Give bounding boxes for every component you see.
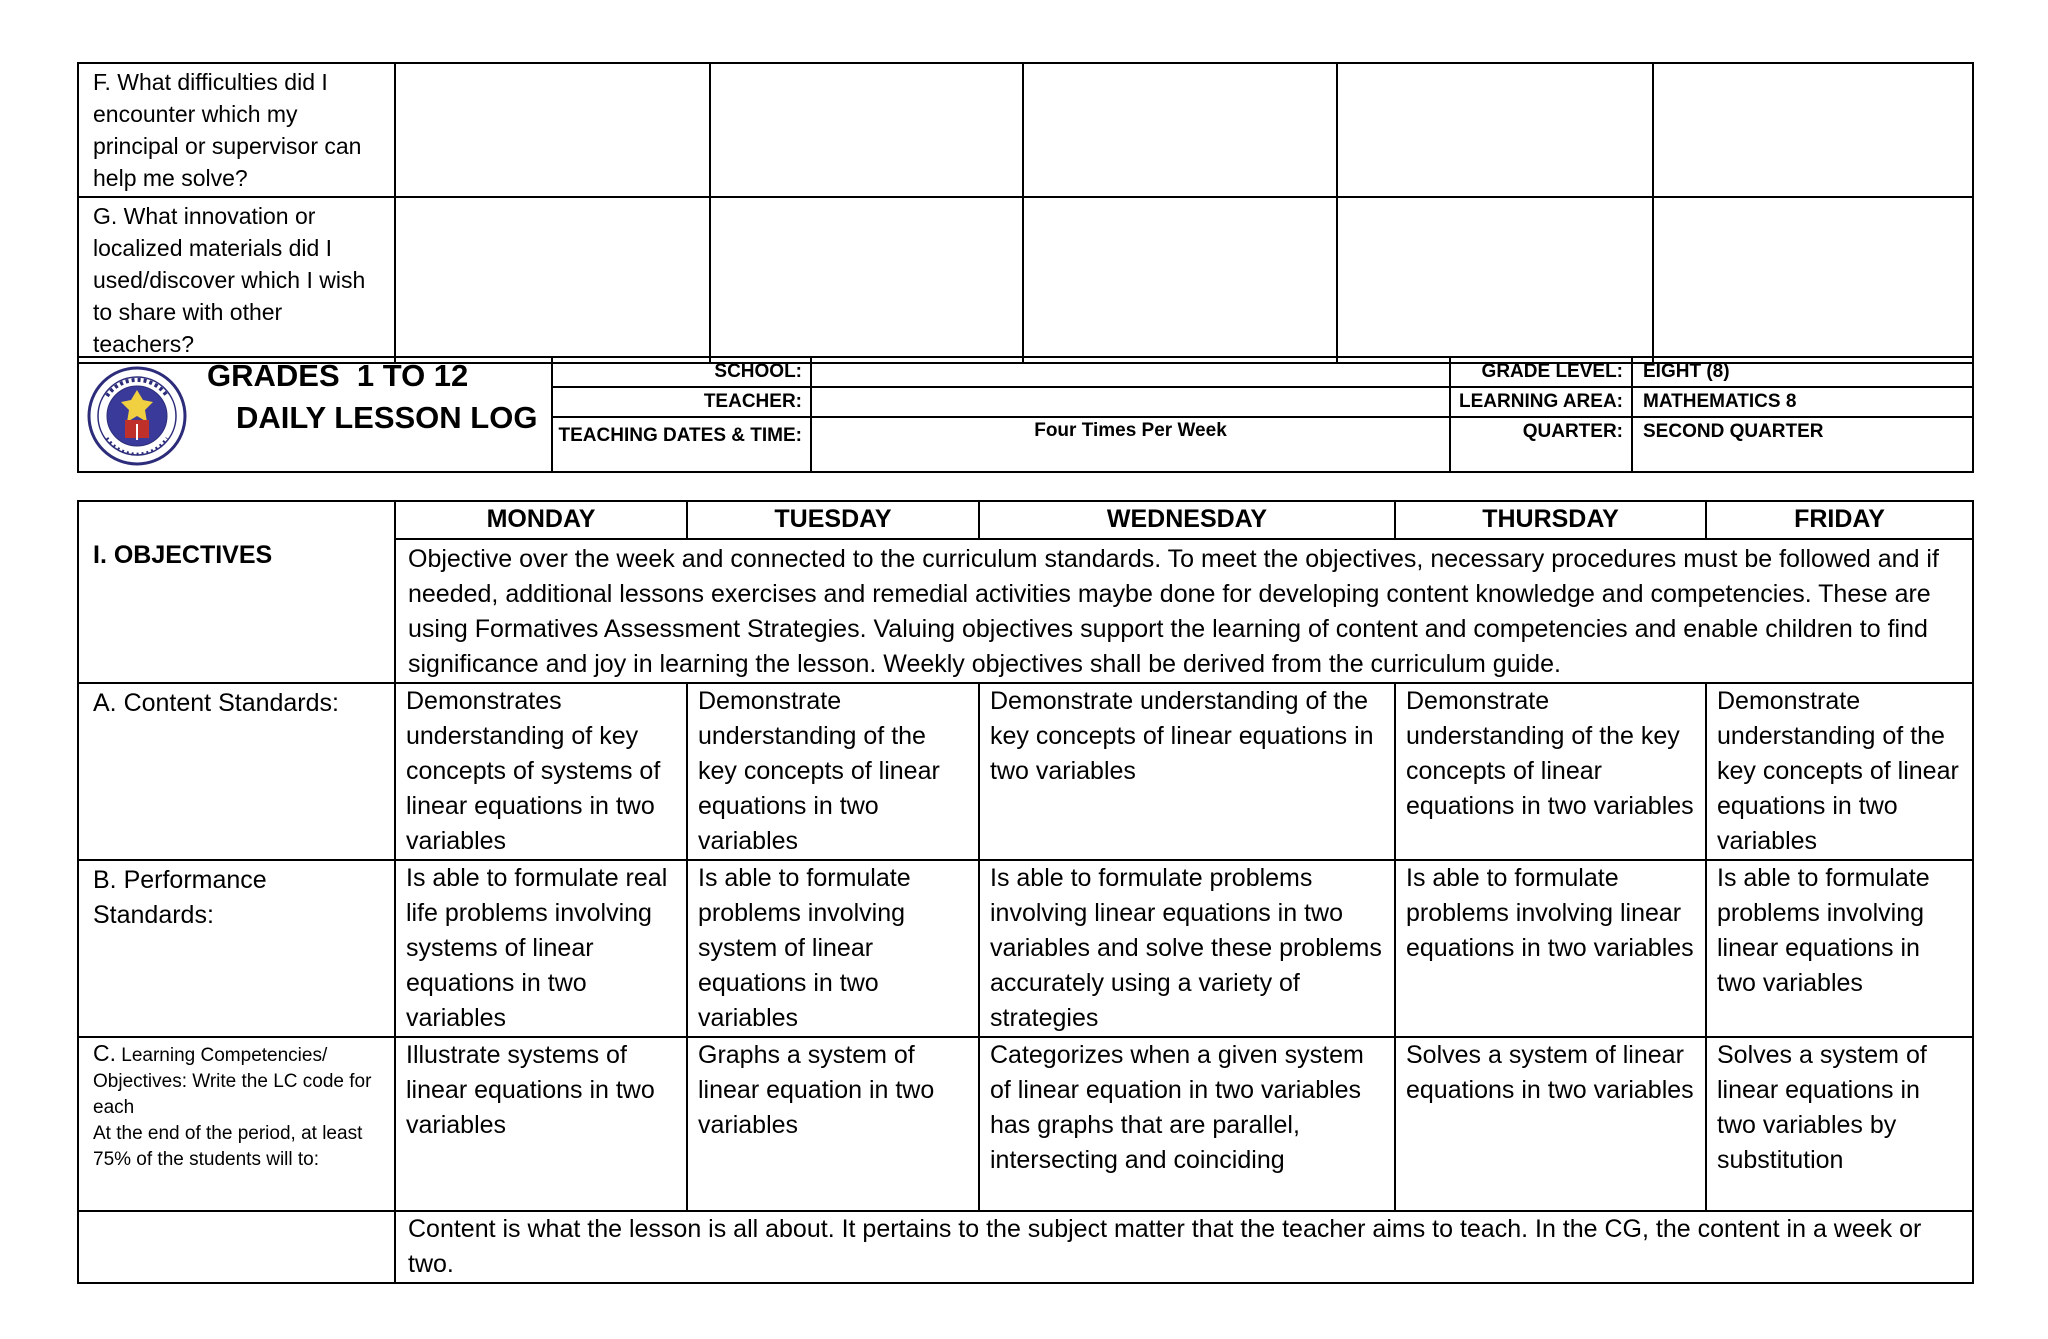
performance-standards-tuesday: Is able to formulate problems involving system of linear equations in two variables (687, 860, 979, 1037)
reflection-cell (1653, 63, 1973, 197)
objectives-note: Objective over the week and connected to the curriculum standards. To meet the objectives, necessary procedures must be followed and if needed, additional lessons exercises and remedial activities maybe done for developing content knowledge and competencies. These are using Formatives Assessment Strategies. Valuing objectives support the learning of content and competencies and enable children to find significance and joy in learning the lesson. Weekly objectives shall be derived from the curriculum guide. (395, 539, 1973, 683)
learning-area-label: LEARNING AREA: (1450, 387, 1632, 417)
learning-competencies-target: At the end of the period, at least 75% of the students will to: (93, 1123, 363, 1170)
competencies-friday: Solves a system of linear equations in two variables by substitution (1706, 1037, 1973, 1211)
content-standards-tuesday: Demonstrate understanding of the key concepts of linear equations in two variables (687, 683, 979, 860)
teaching-dates-label: TEACHING DATES & TIME: (552, 417, 811, 472)
reflection-cell (1337, 63, 1653, 197)
learning-competencies-heading: C. Learning Competencies/ (93, 1040, 328, 1066)
performance-standards-wednesday: Is able to formulate problems involving linear equations in two variables and solve these problems accurately using a variety of strategies (979, 860, 1395, 1037)
reflection-cell (710, 63, 1023, 197)
day-header-tuesday: TUESDAY (687, 501, 979, 539)
reflection-table (77, 62, 1974, 364)
competencies-monday: Illustrate systems of linear equations in two variables (395, 1037, 687, 1211)
reflection-cell (1337, 197, 1653, 363)
reflection-row-f (78, 63, 1973, 197)
reflection-question-g: G. What innovation or localized materials did I used/discover which I wish to share with other teachers? (78, 197, 395, 363)
reflection-cell (395, 197, 710, 363)
performance-standards-row (78, 860, 1973, 1037)
dll-title-line1: GRADES 1 TO 12 (207, 358, 469, 393)
reflection-cell (1023, 63, 1337, 197)
competencies-wednesday: Categorizes when a given system of linear equation in two variables has graphs that are parallel, intersecting and coinciding (979, 1037, 1395, 1211)
learning-competencies-row (78, 1037, 1973, 1211)
content-standards-friday: Demonstrate understanding of the key concepts of linear equations in two variables (1706, 683, 1973, 860)
learning-area-value: MATHEMATICS 8 (1632, 387, 1973, 417)
performance-standards-label: B. Performance Standards: (78, 860, 395, 1037)
day-header-row (78, 501, 1973, 539)
learning-competencies-note: Objectives: Write the LC code for each (93, 1071, 372, 1118)
reflection-cell (395, 63, 710, 197)
reflection-cell (1023, 197, 1337, 363)
quarter-value: SECOND QUARTER (1632, 417, 1973, 472)
deped-seal-icon (87, 366, 187, 466)
dll-header-table (77, 356, 1974, 473)
reflection-cell (710, 197, 1023, 363)
content-standards-thursday: Demonstrate understanding of the key concepts of linear equations in two variables (1395, 683, 1706, 860)
teaching-dates-value: Four Times Per Week (811, 417, 1450, 472)
content-standards-row (78, 683, 1973, 860)
content-standards-monday: Demonstrates understanding of key concepts of systems of linear equations in two variables (395, 683, 687, 860)
objectives-section-title: I. OBJECTIVES (78, 501, 395, 683)
grade-level-label: GRADE LEVEL: (1450, 357, 1632, 387)
grade-level-value: EIGHT (8) (1632, 357, 1973, 387)
dll-title-line2: DAILY LESSON LOG (236, 400, 538, 435)
learning-competencies-label (78, 1037, 395, 1211)
content-note-row (78, 1211, 1973, 1283)
competencies-thursday: Solves a system of linear equations in two variables (1395, 1037, 1706, 1211)
reflection-question-f: F. What difficulties did I encounter which my principal or supervisor can help me solve? (78, 63, 395, 197)
day-header-thursday: THURSDAY (1395, 501, 1706, 539)
performance-standards-monday: Is able to formulate real life problems involving systems of linear equations in two variables (395, 860, 687, 1037)
objectives-table (77, 500, 1974, 1284)
day-header-wednesday: WEDNESDAY (979, 501, 1395, 539)
performance-standards-thursday: Is able to formulate problems involving linear equations in two variables (1395, 860, 1706, 1037)
content-note: Content is what the lesson is all about. It pertains to the subject matter that the teacher aims to teach. In the CG, the content in a week or two. (395, 1211, 1973, 1283)
quarter-label: QUARTER: (1450, 417, 1632, 472)
competencies-tuesday: Graphs a system of linear equation in two variables (687, 1037, 979, 1211)
content-note-empty-cell (78, 1211, 395, 1283)
teacher-value (811, 387, 1450, 417)
school-value (811, 357, 1450, 387)
content-standards-wednesday: Demonstrate understanding of the key concepts of linear equations in two variables (979, 683, 1395, 860)
teacher-label: TEACHER: (552, 387, 811, 417)
day-header-monday: MONDAY (395, 501, 687, 539)
performance-standards-friday: Is able to formulate problems involving linear equations in two variables (1706, 860, 1973, 1037)
header-logo-cell (78, 357, 552, 472)
day-header-friday: FRIDAY (1706, 501, 1973, 539)
reflection-row-g (78, 197, 1973, 363)
school-label: SCHOOL: (552, 357, 811, 387)
content-standards-label: A. Content Standards: (78, 683, 395, 860)
reflection-cell (1653, 197, 1973, 363)
